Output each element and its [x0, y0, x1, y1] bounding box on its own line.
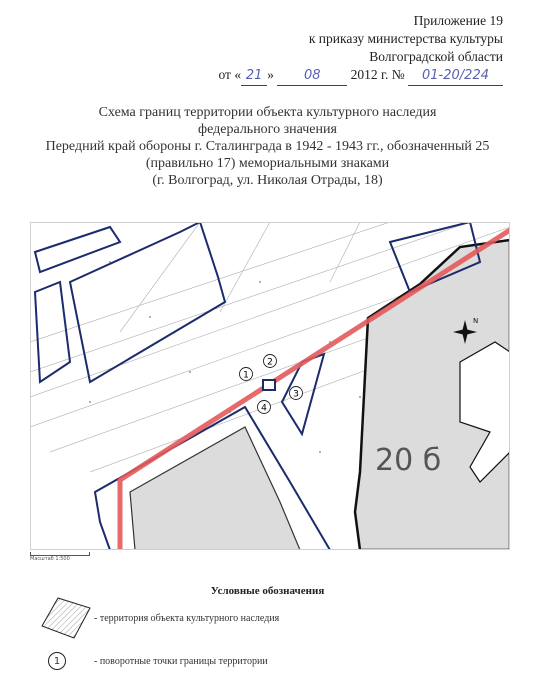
turning-point-1 — [240, 368, 253, 381]
date-month: 08 — [277, 67, 347, 86]
title-line-5: (г. Волгоград, ул. Николая Отрады, 18) — [152, 173, 383, 188]
appendix-line-1: Приложение 19 — [413, 13, 503, 28]
building-block-20b — [130, 240, 510, 550]
scheme-title — [20, 104, 515, 189]
legend-item-territory — [40, 596, 279, 640]
order-date-line — [218, 66, 503, 86]
map-canvas — [30, 222, 510, 550]
turning-point-1-label: 1 — [243, 370, 249, 381]
title-line-1: Схема границ территории объекта культурного наследия — [98, 105, 437, 120]
date-year: 2012 г. № — [350, 67, 405, 82]
order-number: 01-20/224 — [408, 67, 503, 86]
legend-text-territory: - территория объекта культурного наследия — [94, 612, 280, 624]
numbered-circle-icon: 1 — [48, 652, 66, 670]
heritage-square — [263, 380, 275, 390]
turning-point-3 — [290, 387, 303, 400]
date-day: 21 — [241, 67, 267, 86]
date-mid: » — [267, 67, 274, 82]
date-prefix: от « — [218, 67, 242, 82]
building-left — [130, 427, 300, 550]
turning-point-4 — [258, 401, 271, 414]
legend-title: Условные обозначения — [210, 585, 325, 597]
scale-bar — [30, 552, 90, 562]
legend-item-turning-points — [40, 652, 268, 670]
parcel-triangle — [282, 354, 324, 434]
turning-point-4-label: 4 — [261, 403, 267, 414]
scale-label: Масштаб 1:500 — [30, 556, 70, 562]
survey-marks — [89, 261, 361, 453]
appendix-line-2: к приказу министерства культуры — [308, 31, 503, 46]
parcel-upper-left — [70, 222, 225, 382]
title-line-4: (правильно 17) мемориальными знаками — [145, 156, 390, 171]
appendix-header — [218, 12, 503, 86]
cadastral-map — [30, 222, 510, 550]
turning-point-3-label: 3 — [293, 389, 299, 400]
parcel-far-left — [35, 282, 70, 382]
turning-point-2 — [264, 355, 277, 368]
title-line-3: Передний край обороны г. Сталинграда в 1942 - 1943 гг., обозначенный 25 — [45, 139, 490, 154]
hatched-parcel-icon — [40, 596, 92, 640]
appendix-line-3: Волгоградской области — [369, 49, 503, 64]
legend-text-turning-points: - поворотные точки границы территории — [94, 655, 268, 667]
turning-point-2-label: 2 — [267, 357, 273, 368]
title-line-2: федерального значения — [198, 122, 337, 137]
block-label: 20 б — [375, 443, 442, 478]
north-label: N — [473, 317, 479, 325]
heritage-object — [263, 380, 275, 390]
